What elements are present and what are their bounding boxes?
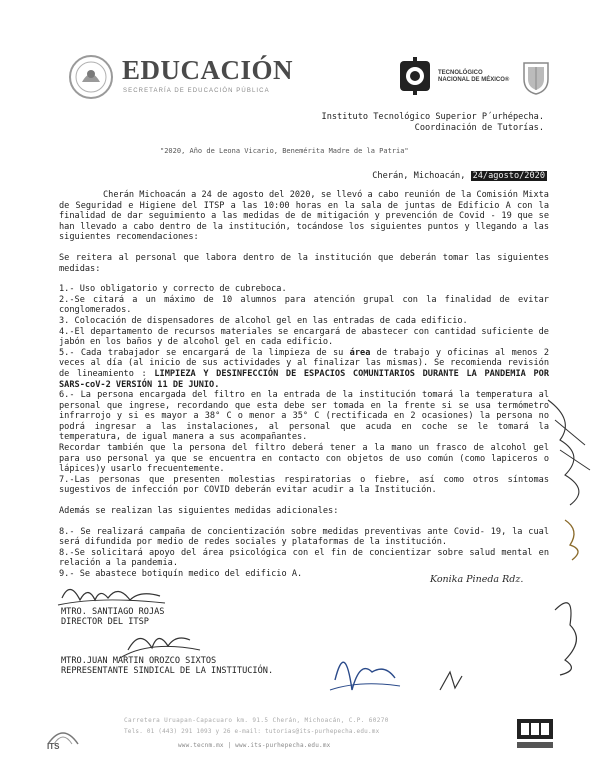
state-crest-logo — [518, 59, 554, 95]
handwritten-name: Konika Pineda Rdz. — [430, 574, 524, 585]
place: Cherán, Michoacán, — [372, 171, 471, 181]
staff-intro: Se reitera al personal que labora dentro de la institución que deberán tomar las siguientes medidas: — [59, 252, 549, 274]
national-seal-logo — [68, 54, 114, 100]
measure-5-bold-area: área — [349, 347, 371, 358]
date-highlight: 24/agosto/2020 — [472, 171, 545, 181]
education-title: EDUCACIÓN — [122, 55, 294, 85]
additional-8b: 8.-Se solicitará apoyo del área psicológica con el fin de concientizar sobre salud mental en relación a la pandemia. — [59, 547, 549, 569]
year-motto: "2020, Año de Leona Vicario, Benemérita Madre de la Patria" — [160, 147, 409, 155]
measure-4: 4.-El departamento de recursos materiales se encargará de abastecer con cantidad suficiente de jabón en los baños y de alcohol gel en cada edificio. — [59, 326, 549, 348]
institution-name: Instituto Tecnológico Superior P´urhépecha. — [321, 112, 544, 122]
tecnm-line2: NACIONAL DE MÉXICO® — [438, 77, 510, 83]
footer-contact: Tels. 01 (443) 291 1093 y 26 e-mail: tutorias@its-purhepecha.edu.mx — [124, 728, 380, 735]
measure-3: 3. Colocación de dispensadores de alcohol gel en las entradas de cada edificio. — [59, 315, 468, 326]
guideline-title: LIMPIEZA Y DESINFECCIÓN DE ESPACIOS COMUNITARIOS DURANTE LA PANDEMIA POR SARS-coV-2 VERSIÓN 11 DE JUNIO. — [59, 368, 549, 390]
tecnm-gear-logo — [398, 57, 432, 95]
footer-address: Carretera Uruapan-Capacuaro km. 91.5 Cherán, Michoacán, C.P. 60270 — [124, 717, 389, 724]
director-role: DIRECTOR DEL ITSP — [61, 617, 149, 627]
additional-8: 8.- Se realizará campaña de concientización sobre medidas preventivas ante Covid- 19, la cual será difundida por medio de redes sociales y plataformas de la institución. — [59, 526, 549, 548]
measure-2: 2.-Se citará a un máximo de 10 alumnos para atención grupal con la finalidad de evitar conglomerados. — [59, 294, 549, 316]
coordination-name: Coordinación de Tutorías. — [414, 123, 544, 133]
document-body — [59, 190, 549, 580]
sga-certification-logo — [515, 717, 555, 751]
union-rep-name: MTRO.JUAN MARTIN OROZCO SIXTOS — [61, 656, 217, 666]
measure-6b: Recordar también que la persona del filtro deberá tener a la mano un frasco de alcohol gel para uso personal ya que se encuentra en contacto con objetos de uso común (como lapiceros o lápices)y usarlo frecuentemente. — [59, 443, 549, 475]
measure-5-pre: 5.- Cada trabajador se encargará de la limpieza de su — [59, 347, 350, 358]
footer-websites: www.tecnm.mx | www.its-purhepecha.edu.mx — [178, 742, 331, 749]
additional-9: 9.- Se abastece botiquín medico del edificio A. — [59, 569, 303, 579]
additional-intro: Además se realizan las siguientes medidas adicionales: — [59, 506, 339, 517]
measure-5 — [59, 348, 549, 390]
director-name: MTRO. SANTIAGO ROJAS — [61, 607, 165, 617]
intro-paragraph: Cherán Michoacán a 24 de agosto del 2020, se llevó a cabo reunión de la Comisión Mixta de Seguridad e Higiene del ITSP a las 10:00 horas en la sala de juntas de Edificio A con la finalidad de dar seguimiento a las medidas de de mitigación y prevención de Covid - 19 que se han llevado a cabo dentro de la institución, tocándose los siguientes puntos y llegando a las siguientes recomendaciones: — [59, 190, 549, 243]
tecnm-name — [438, 70, 509, 84]
tecnm-line1: TECNOLÓGICO — [438, 70, 483, 76]
its-logo-label: ITS — [47, 742, 60, 750]
measure-7: 7.-Las personas que presenten molestias respiratorias o fiebre, así como otros síntomas sugestivos de infección por COVID deberán evitar acudir a la Institución. — [59, 474, 549, 496]
education-subtitle: SECRETARÍA DE EDUCACIÓN PÚBLICA — [123, 88, 270, 94]
place-date — [372, 171, 547, 182]
measure-1: 1.- Uso obligatorio y correcto de cubreboca. — [59, 284, 287, 295]
measure-6: 6.- La persona encargada del filtro en la entrada de la institución tomará la temperatura al personal que ingrese, recordando que esta debe ser tomada en la frente si se usa termómetro infrarrojo y si es mayor a 38° C o menor a 35° C (rectificada en 2 ocasiones) la persona no podrá ingresar a las instalaciones, al personal que acuda en coche se le tomará la temperatura, de igual manera a sus acompañantes. — [59, 390, 549, 443]
union-rep-role: REPRESENTANTE SINDICAL DE LA INSTITUCIÓN. — [61, 666, 274, 676]
measure-5-mid: de trabajo y oficinas al menos 2 veces al día (al inicio de sus actividades y al finalizar las mismas). Se recomienda revisión de lineamiento : — [59, 347, 550, 379]
its-logo — [46, 720, 80, 750]
